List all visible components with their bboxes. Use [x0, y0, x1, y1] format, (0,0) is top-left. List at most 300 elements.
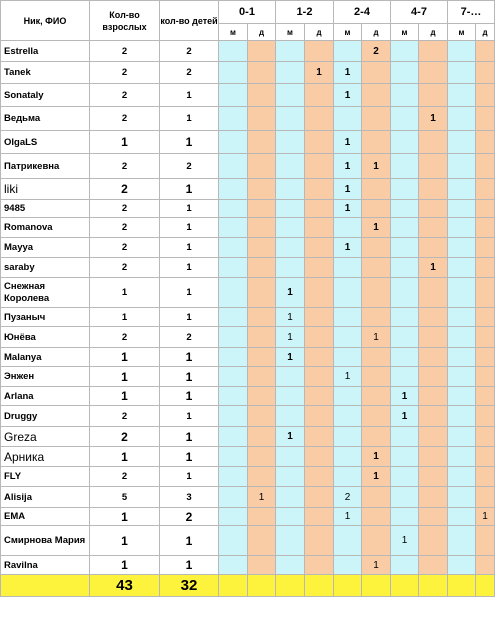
girls-count-cell	[305, 487, 334, 508]
boys-count-cell	[276, 367, 305, 387]
girls-count-cell	[248, 131, 276, 154]
boys-count-cell: 1	[276, 278, 305, 308]
total-empty-cell	[391, 575, 419, 597]
boys-count-cell: 1	[276, 348, 305, 367]
kids-count: 2	[160, 41, 219, 62]
girls-count-cell	[305, 218, 334, 238]
girls-count-cell	[362, 487, 391, 508]
girls-count-cell: 1	[362, 327, 391, 348]
girls-count-cell	[362, 179, 391, 200]
girls-count-cell	[476, 308, 495, 327]
boys-count-cell	[334, 348, 362, 367]
table-row	[1, 348, 495, 367]
boys-count-cell	[391, 154, 419, 179]
table-row	[1, 179, 495, 200]
boys-count-cell	[448, 218, 476, 238]
girls-count-cell	[248, 84, 276, 107]
boys-count-cell	[276, 84, 305, 107]
boys-count-cell	[391, 427, 419, 447]
girls-count-cell	[476, 526, 495, 556]
boys-count-cell	[276, 41, 305, 62]
girls-count-cell	[362, 348, 391, 367]
boys-count-cell: 1	[391, 387, 419, 406]
participant-name: Смирнова Мария	[1, 526, 90, 556]
table-row	[1, 41, 495, 62]
boys-count-cell	[391, 367, 419, 387]
table-row	[1, 447, 495, 467]
girls-count-cell	[362, 427, 391, 447]
girls-count-cell	[248, 258, 276, 278]
girls-count-cell	[419, 447, 448, 467]
girls-count-cell	[476, 62, 495, 84]
adults-count: 2	[90, 200, 160, 218]
girls-count-cell	[476, 427, 495, 447]
girls-count-cell	[305, 154, 334, 179]
boys-count-cell	[219, 348, 248, 367]
girls-count-cell	[419, 556, 448, 575]
boys-count-cell	[276, 487, 305, 508]
girls-count-cell	[419, 62, 448, 84]
boys-count-cell	[391, 508, 419, 526]
boys-count-cell	[219, 556, 248, 575]
total-empty-cell	[448, 575, 476, 597]
girls-count-cell	[248, 218, 276, 238]
kids-count: 1	[160, 526, 219, 556]
boys-count-cell	[391, 348, 419, 367]
participant-name: Арника	[1, 447, 90, 467]
totals-label-cell	[1, 575, 90, 597]
adults-count: 2	[90, 467, 160, 487]
participant-name: Greza	[1, 427, 90, 447]
girls-count-cell	[362, 526, 391, 556]
kids-count: 2	[160, 508, 219, 526]
kids-count: 1	[160, 238, 219, 258]
total-empty-cell	[248, 575, 276, 597]
girls-count-cell	[476, 387, 495, 406]
girls-count-cell	[362, 238, 391, 258]
boys-count-cell	[391, 487, 419, 508]
boys-count-cell	[276, 406, 305, 427]
boys-count-cell: 1	[334, 179, 362, 200]
kids-count: 1	[160, 427, 219, 447]
kids-count: 1	[160, 107, 219, 131]
girls-count-cell	[419, 387, 448, 406]
boys-count-cell	[448, 238, 476, 258]
boys-count-cell	[391, 556, 419, 575]
girls-count-cell	[362, 508, 391, 526]
girls-count-cell	[362, 278, 391, 308]
participant-name: Tanek	[1, 62, 90, 84]
table-row	[1, 367, 495, 387]
girls-count-cell	[476, 367, 495, 387]
kids-count: 1	[160, 348, 219, 367]
girls-count-cell	[476, 467, 495, 487]
participant-name: Druggy	[1, 406, 90, 427]
girls-count-cell	[419, 367, 448, 387]
boys-count-cell	[276, 556, 305, 575]
girls-count-cell	[476, 258, 495, 278]
participant-name: Энжен	[1, 367, 90, 387]
kids-count: 1	[160, 367, 219, 387]
girls-count-cell	[305, 427, 334, 447]
boys-count-cell	[334, 427, 362, 447]
girls-count-cell	[476, 238, 495, 258]
boys-count-cell	[276, 238, 305, 258]
girls-count-cell	[248, 327, 276, 348]
boys-count-cell	[219, 41, 248, 62]
boys-count-cell	[448, 154, 476, 179]
boys-count-cell: 2	[334, 487, 362, 508]
adults-count: 5	[90, 487, 160, 508]
boys-count-cell	[448, 327, 476, 348]
girls-count-cell	[248, 447, 276, 467]
boys-count-cell	[276, 218, 305, 238]
girls-count-cell	[476, 556, 495, 575]
boys-count-cell	[448, 526, 476, 556]
girls-count-cell	[248, 427, 276, 447]
table-row	[1, 406, 495, 427]
boys-count-cell	[219, 508, 248, 526]
girls-count-cell	[305, 556, 334, 575]
girls-count-cell	[419, 131, 448, 154]
boys-count-cell	[219, 107, 248, 131]
boys-count-cell	[219, 487, 248, 508]
girls-count-cell	[305, 200, 334, 218]
boys-subheader: м	[448, 24, 476, 41]
girls-count-cell	[476, 218, 495, 238]
boys-count-cell	[219, 258, 248, 278]
boys-count-cell	[334, 278, 362, 308]
girls-subheader: д	[362, 24, 391, 41]
boys-count-cell	[276, 107, 305, 131]
girls-count-cell	[305, 348, 334, 367]
kids-count: 1	[160, 387, 219, 406]
total-empty-cell	[362, 575, 391, 597]
girls-count-cell	[362, 107, 391, 131]
boys-count-cell: 1	[276, 308, 305, 327]
table-row	[1, 508, 495, 526]
kids-count: 1	[160, 278, 219, 308]
boys-count-cell	[391, 218, 419, 238]
adults-count: 1	[90, 526, 160, 556]
table-row	[1, 218, 495, 238]
girls-count-cell	[248, 556, 276, 575]
boys-count-cell	[276, 200, 305, 218]
girls-subheader: д	[305, 24, 334, 41]
boys-count-cell	[276, 62, 305, 84]
boys-count-cell	[219, 526, 248, 556]
girls-count-cell	[419, 406, 448, 427]
girls-count-cell: 1	[419, 258, 448, 278]
boys-count-cell	[448, 556, 476, 575]
participant-name: Mayya	[1, 238, 90, 258]
table-row	[1, 387, 495, 406]
kids-count: 1	[160, 179, 219, 200]
girls-count-cell	[476, 107, 495, 131]
participant-name: FLY	[1, 467, 90, 487]
girls-count-cell	[248, 526, 276, 556]
boys-count-cell: 1	[334, 154, 362, 179]
boys-count-cell	[448, 62, 476, 84]
kids-count: 1	[160, 84, 219, 107]
girls-count-cell	[476, 179, 495, 200]
boys-count-cell	[219, 218, 248, 238]
table-row	[1, 427, 495, 447]
boys-count-cell: 1	[334, 131, 362, 154]
adults-count: 1	[90, 508, 160, 526]
boys-count-cell	[391, 200, 419, 218]
boys-count-cell	[448, 131, 476, 154]
kids-count: 1	[160, 447, 219, 467]
table-row	[1, 131, 495, 154]
boys-count-cell	[276, 179, 305, 200]
girls-count-cell	[305, 327, 334, 348]
girls-count-cell	[419, 84, 448, 107]
age-group-header: 4-7	[391, 1, 448, 24]
boys-count-cell	[219, 238, 248, 258]
kids-count: 2	[160, 62, 219, 84]
girls-count-cell	[248, 154, 276, 179]
adults-header: Кол-во взрослых	[90, 1, 160, 41]
girls-count-cell	[305, 179, 334, 200]
boys-count-cell: 1	[334, 84, 362, 107]
boys-count-cell	[276, 131, 305, 154]
girls-count-cell	[419, 238, 448, 258]
boys-count-cell	[448, 406, 476, 427]
boys-count-cell	[334, 258, 362, 278]
girls-count-cell	[305, 278, 334, 308]
girls-count-cell	[305, 308, 334, 327]
girls-count-cell	[248, 387, 276, 406]
boys-count-cell	[448, 508, 476, 526]
girls-count-cell: 1	[362, 218, 391, 238]
boys-count-cell	[391, 41, 419, 62]
girls-count-cell: 1	[362, 154, 391, 179]
adults-count: 1	[90, 367, 160, 387]
girls-count-cell	[419, 278, 448, 308]
boys-count-cell	[448, 179, 476, 200]
boys-count-cell	[334, 387, 362, 406]
girls-count-cell	[476, 447, 495, 467]
adults-count: 2	[90, 84, 160, 107]
girls-count-cell	[419, 487, 448, 508]
adults-count: 1	[90, 556, 160, 575]
boys-count-cell	[219, 62, 248, 84]
girls-count-cell	[248, 179, 276, 200]
girls-subheader: д	[476, 24, 495, 41]
girls-count-cell	[305, 526, 334, 556]
boys-count-cell	[391, 62, 419, 84]
boys-count-cell	[391, 327, 419, 348]
total-empty-cell	[219, 575, 248, 597]
boys-count-cell: 1	[391, 406, 419, 427]
girls-count-cell	[419, 41, 448, 62]
girls-count-cell	[419, 427, 448, 447]
age-group-header: 2-4	[334, 1, 391, 24]
table-row	[1, 258, 495, 278]
girls-count-cell: 1	[248, 487, 276, 508]
boys-count-cell	[334, 41, 362, 62]
boys-subheader: м	[276, 24, 305, 41]
girls-count-cell	[476, 154, 495, 179]
girls-count-cell	[419, 154, 448, 179]
boys-count-cell	[448, 348, 476, 367]
boys-count-cell	[276, 447, 305, 467]
total-kids: 32	[160, 575, 219, 597]
boys-count-cell	[448, 41, 476, 62]
boys-count-cell	[448, 200, 476, 218]
boys-count-cell: 1	[276, 327, 305, 348]
girls-count-cell: 1	[476, 508, 495, 526]
boys-count-cell	[219, 447, 248, 467]
boys-count-cell	[276, 258, 305, 278]
girls-count-cell	[419, 348, 448, 367]
kids-count: 1	[160, 131, 219, 154]
boys-count-cell	[276, 467, 305, 487]
total-empty-cell	[276, 575, 305, 597]
boys-count-cell	[391, 278, 419, 308]
kids-count: 1	[160, 258, 219, 278]
kids-header: кол-во детей	[160, 1, 219, 41]
table-row	[1, 238, 495, 258]
girls-count-cell: 1	[419, 107, 448, 131]
boys-count-cell	[448, 308, 476, 327]
girls-count-cell	[305, 131, 334, 154]
girls-count-cell: 2	[362, 41, 391, 62]
boys-count-cell	[334, 308, 362, 327]
girls-count-cell	[305, 508, 334, 526]
adults-count: 1	[90, 348, 160, 367]
adults-count: 2	[90, 179, 160, 200]
girls-count-cell	[476, 348, 495, 367]
girls-subheader: д	[248, 24, 276, 41]
girls-count-cell	[419, 218, 448, 238]
boys-count-cell	[219, 131, 248, 154]
girls-count-cell	[248, 107, 276, 131]
girls-count-cell	[476, 278, 495, 308]
total-empty-cell	[476, 575, 495, 597]
boys-count-cell: 1	[334, 508, 362, 526]
participant-name: Sonataly	[1, 84, 90, 107]
adults-count: 2	[90, 427, 160, 447]
girls-count-cell: 1	[362, 447, 391, 467]
adults-count: 2	[90, 154, 160, 179]
participant-name: Estrella	[1, 41, 90, 62]
girls-count-cell	[248, 238, 276, 258]
participant-name: Ravilna	[1, 556, 90, 575]
table-row	[1, 154, 495, 179]
girls-count-cell	[362, 200, 391, 218]
girls-count-cell	[476, 487, 495, 508]
boys-count-cell	[391, 447, 419, 467]
girls-count-cell	[248, 308, 276, 327]
age-group-header: 7-…	[448, 1, 495, 24]
adults-count: 2	[90, 218, 160, 238]
boys-count-cell	[276, 526, 305, 556]
girls-count-cell	[248, 406, 276, 427]
girls-count-cell	[248, 200, 276, 218]
girls-count-cell	[419, 508, 448, 526]
adults-count: 2	[90, 406, 160, 427]
boys-count-cell	[334, 467, 362, 487]
kids-count: 2	[160, 327, 219, 348]
boys-count-cell	[448, 487, 476, 508]
boys-count-cell	[334, 556, 362, 575]
boys-count-cell	[448, 84, 476, 107]
participant-name: Alisija	[1, 487, 90, 508]
girls-count-cell	[419, 308, 448, 327]
boys-count-cell	[448, 278, 476, 308]
boys-count-cell	[219, 367, 248, 387]
boys-count-cell	[219, 308, 248, 327]
girls-count-cell	[305, 258, 334, 278]
boys-count-cell	[276, 508, 305, 526]
boys-count-cell	[391, 238, 419, 258]
boys-count-cell	[391, 179, 419, 200]
kids-count: 1	[160, 218, 219, 238]
girls-count-cell	[362, 258, 391, 278]
total-empty-cell	[419, 575, 448, 597]
boys-count-cell	[448, 387, 476, 406]
table-row	[1, 200, 495, 218]
boys-count-cell	[391, 107, 419, 131]
girls-count-cell	[476, 200, 495, 218]
total-adults: 43	[90, 575, 160, 597]
boys-count-cell	[448, 258, 476, 278]
boys-count-cell	[219, 327, 248, 348]
adults-count: 1	[90, 447, 160, 467]
participant-name: Romanova	[1, 218, 90, 238]
adults-count: 2	[90, 238, 160, 258]
boys-count-cell	[334, 406, 362, 427]
boys-count-cell	[391, 84, 419, 107]
nick-header: Ник, ФИО	[1, 1, 90, 41]
table-row	[1, 526, 495, 556]
boys-count-cell	[334, 107, 362, 131]
boys-count-cell	[219, 179, 248, 200]
girls-count-cell	[476, 41, 495, 62]
adults-count: 1	[90, 308, 160, 327]
totals-row	[1, 575, 495, 597]
girls-count-cell	[419, 467, 448, 487]
boys-count-cell	[219, 154, 248, 179]
boys-count-cell	[334, 327, 362, 348]
girls-count-cell	[419, 327, 448, 348]
boys-subheader: м	[334, 24, 362, 41]
girls-count-cell	[305, 467, 334, 487]
age-group-header: 1-2	[276, 1, 334, 24]
table-row	[1, 308, 495, 327]
girls-count-cell	[362, 406, 391, 427]
boys-count-cell	[219, 278, 248, 308]
girls-count-cell: 1	[362, 556, 391, 575]
boys-count-cell	[391, 258, 419, 278]
participant-name: liki	[1, 179, 90, 200]
boys-count-cell	[448, 107, 476, 131]
girls-count-cell	[248, 62, 276, 84]
participant-name: Патрикевна	[1, 154, 90, 179]
boys-count-cell	[219, 84, 248, 107]
girls-count-cell	[305, 406, 334, 427]
boys-count-cell: 1	[334, 200, 362, 218]
participant-name: Malanya	[1, 348, 90, 367]
participant-name: OlgaLS	[1, 131, 90, 154]
table-row	[1, 327, 495, 348]
participant-name: EMA	[1, 508, 90, 526]
girls-count-cell: 1	[305, 62, 334, 84]
adults-count: 2	[90, 107, 160, 131]
girls-count-cell	[248, 348, 276, 367]
